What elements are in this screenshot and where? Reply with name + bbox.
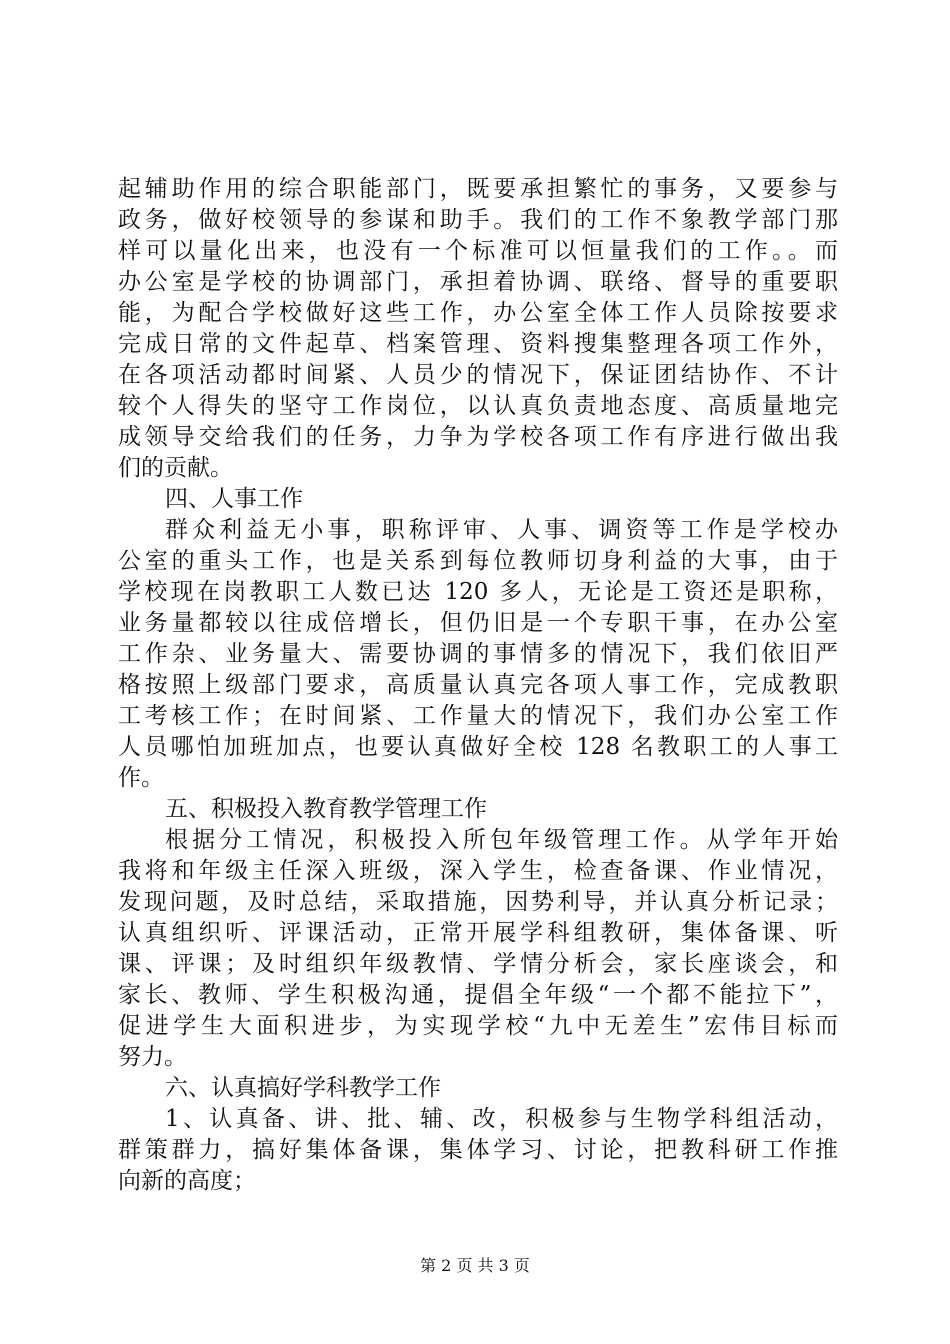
text-line: 作。 (118, 765, 164, 791)
text-line: 课、评课；及时组织年级教情、学情分析会，家长座谈会，和 (118, 951, 838, 977)
text-line: 样可以量化出来，也没有一个标准可以恒量我们的工作。。而 (118, 238, 838, 264)
text-line: 学校现在岗教职工人数已达 120 多人，无论是工资还是职称， (118, 579, 838, 605)
text-line: 在各项活动都时间紧、人员少的情况下，保证团结协作、不计 (118, 362, 838, 388)
text-line: 1、认真备、讲、批、辅、改，积极参与生物学科组活动， (165, 1106, 838, 1132)
page-footer (0, 1256, 950, 1276)
text-line: 政务，做好校领导的参谋和助手。我们的工作不象教学部门那 (118, 207, 838, 233)
text-line: 人员哪怕加班加点，也要认真做好全校 128 名教职工的人事工 (118, 734, 838, 760)
text-line: 较个人得失的坚守工作岗位，以认真负责地态度、高质量地完 (118, 393, 838, 419)
text-line: 根据分工情况，积极投入所包年级管理工作。从学年开始 (165, 827, 838, 853)
document-body (118, 174, 838, 1197)
text-line: 起辅助作用的综合职能部门，既要承担繁忙的事务，又要参与 (118, 176, 838, 202)
text-line: 认真组织听、评课活动，正常开展学科组教研，集体备课、听 (118, 920, 838, 946)
text-line: 群策群力，搞好集体备课，集体学习、讨论，把教科研工作推 (118, 1137, 838, 1163)
page-total: 共 3 页 (477, 1256, 530, 1275)
text-line: 群众利益无小事，职称评审、人事、调资等工作是学校办 (165, 517, 838, 543)
text-line: 成领导交给我们的任务，力争为学校各项工作有序进行做出我 (118, 424, 838, 450)
text-line: 办公室是学校的协调部门，承担着协调、联络、督导的重要职 (118, 269, 838, 295)
text-line: 家长、教师、学生积极沟通，提倡全年级“一个都不能拉下”， (118, 982, 838, 1008)
text-line: 工作杂、业务量大、需要协调的事情多的情况下，我们依旧严 (118, 641, 838, 667)
text-line: 四、人事工作 (165, 486, 303, 512)
text-line: 向新的高度； (118, 1168, 256, 1194)
text-line: 完成日常的文件起草、档案管理、资料搜集整理各项工作外， (118, 331, 838, 357)
text-line: 促进学生大面积进步，为实现学校“九中无差生”宏伟目标而 (118, 1013, 838, 1039)
page-number: 第 2 页 (420, 1256, 473, 1275)
text-line: 五、积极投入教育教学管理工作 (165, 796, 487, 822)
text-line: 努力。 (118, 1044, 187, 1070)
text-line: 我将和年级主任深入班级，深入学生，检查备课、作业情况， (118, 858, 838, 884)
text-line: 格按照上级部门要求，高质量认真完各项人事工作，完成教职 (118, 672, 838, 698)
text-line: 六、认真搞好学科教学工作 (165, 1075, 441, 1101)
text-line: 公室的重头工作，也是关系到每位教师切身利益的大事，由于 (118, 548, 838, 574)
text-line: 们的贡献。 (118, 455, 233, 481)
text-line: 发现问题，及时总结，采取措施，因势利导，并认真分析记录； (118, 889, 838, 915)
text-line: 能，为配合学校做好这些工作，办公室全体工作人员除按要求 (118, 300, 838, 326)
text-line: 工考核工作；在时间紧、工作量大的情况下，我们办公室工作 (118, 703, 838, 729)
text-line: 业务量都较以往成倍增长，但仍旧是一个专职干事，在办公室 (118, 610, 838, 636)
